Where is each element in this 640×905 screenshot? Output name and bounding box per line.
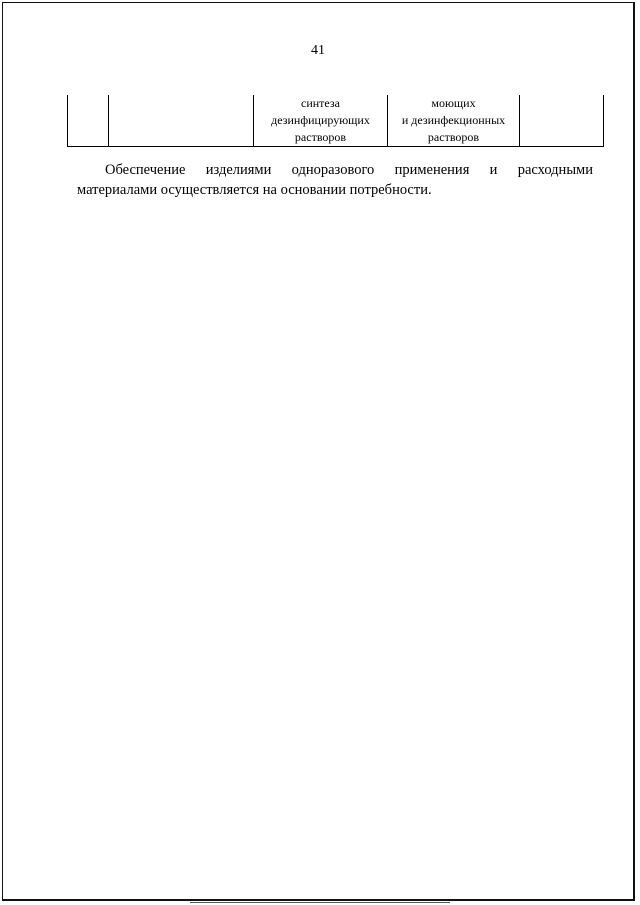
word: и <box>489 162 498 178</box>
cell-line: растворов <box>294 130 347 144</box>
table-cell-empty-2 <box>109 95 254 147</box>
table-cell-empty-1 <box>68 95 109 147</box>
word: изделиями <box>205 162 272 178</box>
table-cell-synthesis <box>254 95 388 147</box>
table-cell-detergent <box>388 95 520 147</box>
cell-line: растворов <box>427 130 480 144</box>
paragraph-line-1 <box>77 160 593 180</box>
word: применения <box>394 162 470 178</box>
page-number: 41 <box>311 43 325 58</box>
table-cell-empty-5 <box>520 95 604 147</box>
cell-line: моющих <box>431 96 476 110</box>
body-paragraph <box>77 160 593 200</box>
table-row <box>68 95 604 147</box>
cell-line: синтеза <box>301 96 340 110</box>
cell-line: дезинфицирующих <box>271 113 370 127</box>
document-page <box>2 2 635 901</box>
cell-line: и дезинфекционных <box>401 113 506 127</box>
continuation-table <box>67 95 604 147</box>
word: Обеспечение <box>105 162 186 178</box>
word: одноразового <box>291 162 375 178</box>
paragraph-line-2: материалами осуществляется на основании потребности. <box>77 182 432 198</box>
word: расходными <box>517 162 593 178</box>
scan-edge-line <box>190 902 450 903</box>
